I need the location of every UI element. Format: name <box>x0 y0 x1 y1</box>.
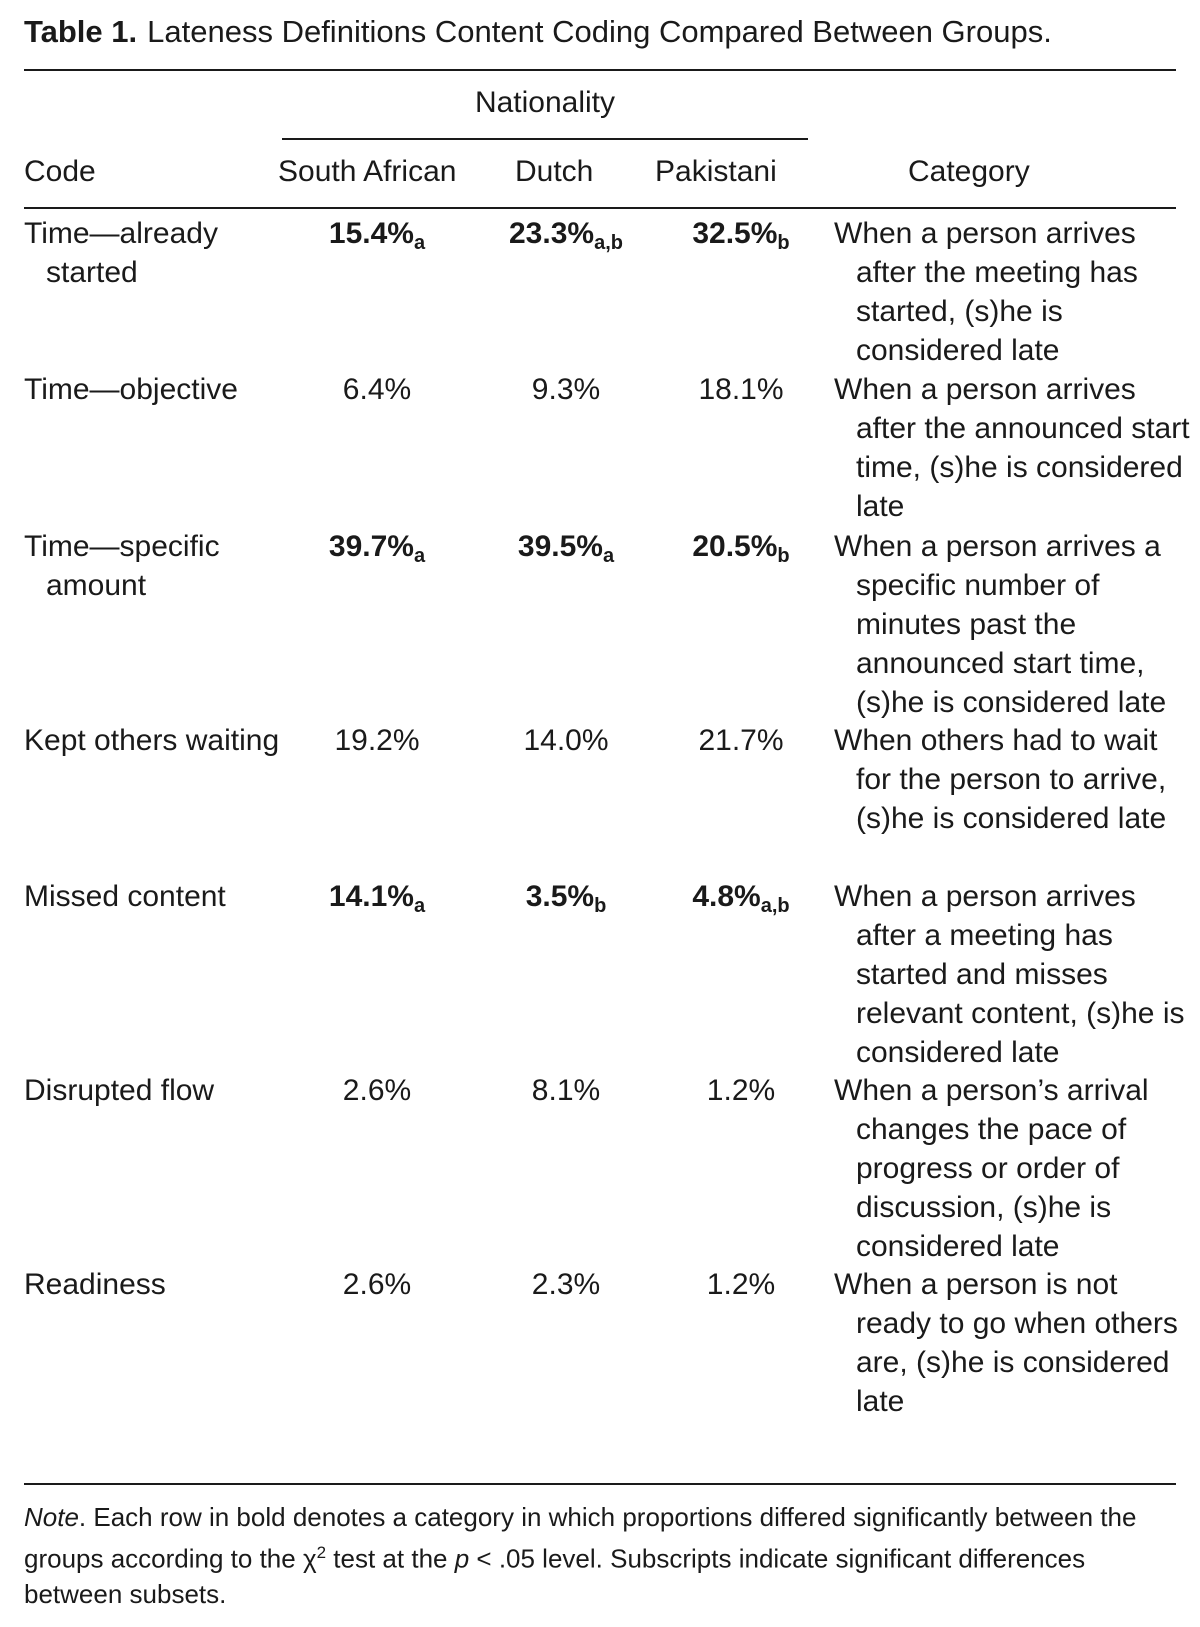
note-p: p <box>454 1543 470 1574</box>
south-african-value <box>282 370 472 409</box>
pakistani-value <box>656 370 826 409</box>
percent-value: 3.5% <box>525 880 595 913</box>
nationality-header: Nationality <box>474 86 616 119</box>
pakistani-value <box>656 721 826 760</box>
subscript: a <box>413 232 426 254</box>
pakistani-value <box>656 1265 826 1304</box>
table-label: Table 1. <box>24 14 138 49</box>
table-note <box>24 1500 1176 1612</box>
south-african-value <box>282 527 472 570</box>
south-african-value <box>282 877 472 920</box>
percent-value: 14.1% <box>328 880 414 913</box>
pakistani-header: Pakistani <box>655 155 777 188</box>
south-african-value <box>282 1071 472 1110</box>
dutch-value <box>476 527 656 570</box>
subscript: a <box>602 545 615 567</box>
subscript: b <box>594 895 607 917</box>
percent-value: 14.0% <box>523 724 609 757</box>
dutch-value <box>476 370 656 409</box>
pakistani-value <box>656 214 826 257</box>
top-rule <box>24 69 1176 71</box>
percent-value: 2.6% <box>342 1268 412 1301</box>
category-header: Category <box>908 155 1030 188</box>
bottom-rule <box>24 1483 1176 1485</box>
south-african-value <box>282 1265 472 1304</box>
row-category: When others had to wait for the person to arrive, (s)he is considered late <box>834 724 1167 835</box>
row-category: When a person arrives a specific number of minutes past the announced start time, (s)he is considered late <box>834 530 1167 719</box>
percent-value: 9.3% <box>531 373 601 406</box>
subscript: a <box>413 545 426 567</box>
percent-value: 15.4% <box>328 217 414 250</box>
table-figure <box>24 0 1190 1627</box>
note-text-1: . Each row in bold denotes a category in which proportions differed significantly between the groups according to the χ <box>24 1502 1137 1574</box>
percent-value: 39.7% <box>328 530 414 563</box>
subscript: a <box>413 895 426 917</box>
row-code: Missed content <box>24 880 226 913</box>
percent-value: 2.3% <box>531 1268 601 1301</box>
percent-value: 21.7% <box>698 724 784 757</box>
row-code: Time—objective <box>24 373 238 406</box>
row-category: When a person’s arrival changes the pace of progress or order of discussion, (s)he is considered late <box>834 1074 1149 1263</box>
subscript: a,b <box>760 895 790 917</box>
note-label: Note <box>24 1502 79 1532</box>
pakistani-value <box>656 1071 826 1110</box>
row-code: Kept others waiting <box>24 724 280 757</box>
header-rule <box>24 207 1176 209</box>
subscript: b <box>777 232 790 254</box>
row-code: Disrupted flow <box>24 1074 215 1107</box>
row-code: Readiness <box>24 1268 166 1301</box>
note-text-3: < .05 level. Subscripts indicate significant differences between subsets. <box>24 1543 1086 1609</box>
pakistani-value <box>656 877 826 920</box>
table-title: Lateness Definitions Content Coding Compared Between Groups. <box>147 14 1052 49</box>
row-category: When a person is not ready to go when others are, (s)he is considered late <box>834 1268 1178 1418</box>
south-african-value <box>282 721 472 760</box>
table-caption <box>24 14 1052 50</box>
percent-value: 1.2% <box>706 1074 776 1107</box>
row-category: When a person arrives after a meeting has started and misses relevant content, (s)he is considered late <box>834 880 1185 1069</box>
south-african-value <box>282 214 472 257</box>
percent-value: 18.1% <box>698 373 784 406</box>
dutch-value <box>476 877 656 920</box>
code-header: Code <box>24 155 96 188</box>
percent-value: 23.3% <box>509 217 595 250</box>
dutch-value <box>476 214 656 257</box>
percent-value: 39.5% <box>517 530 603 563</box>
subscript: a,b <box>594 232 623 254</box>
percent-value: 6.4% <box>342 373 412 406</box>
percent-value: 2.6% <box>342 1074 412 1107</box>
dutch-value <box>476 1265 656 1304</box>
row-category: When a person arrives after the announced start time, (s)he is considered late <box>834 373 1190 523</box>
percent-value: 20.5% <box>692 530 778 563</box>
south-african-header: South African <box>278 155 457 188</box>
dutch-header: Dutch <box>515 155 594 188</box>
percent-value: 32.5% <box>692 217 778 250</box>
note-superscript: 2 <box>316 1543 327 1562</box>
note-text-2: test at the <box>326 1543 455 1574</box>
pakistani-value <box>656 527 826 570</box>
row-category: When a person arrives after the meeting has started, (s)he is considered late <box>834 217 1138 367</box>
row-code: Time—specific amount <box>24 530 220 602</box>
subscript: b <box>777 545 790 567</box>
dutch-value <box>476 721 656 760</box>
percent-value: 4.8% <box>692 880 761 913</box>
nationality-rule <box>282 138 808 140</box>
dutch-value <box>476 1071 656 1110</box>
percent-value: 1.2% <box>706 1268 776 1301</box>
percent-value: 8.1% <box>531 1074 601 1107</box>
row-code: Time—already started <box>24 217 218 289</box>
percent-value: 19.2% <box>334 724 420 757</box>
